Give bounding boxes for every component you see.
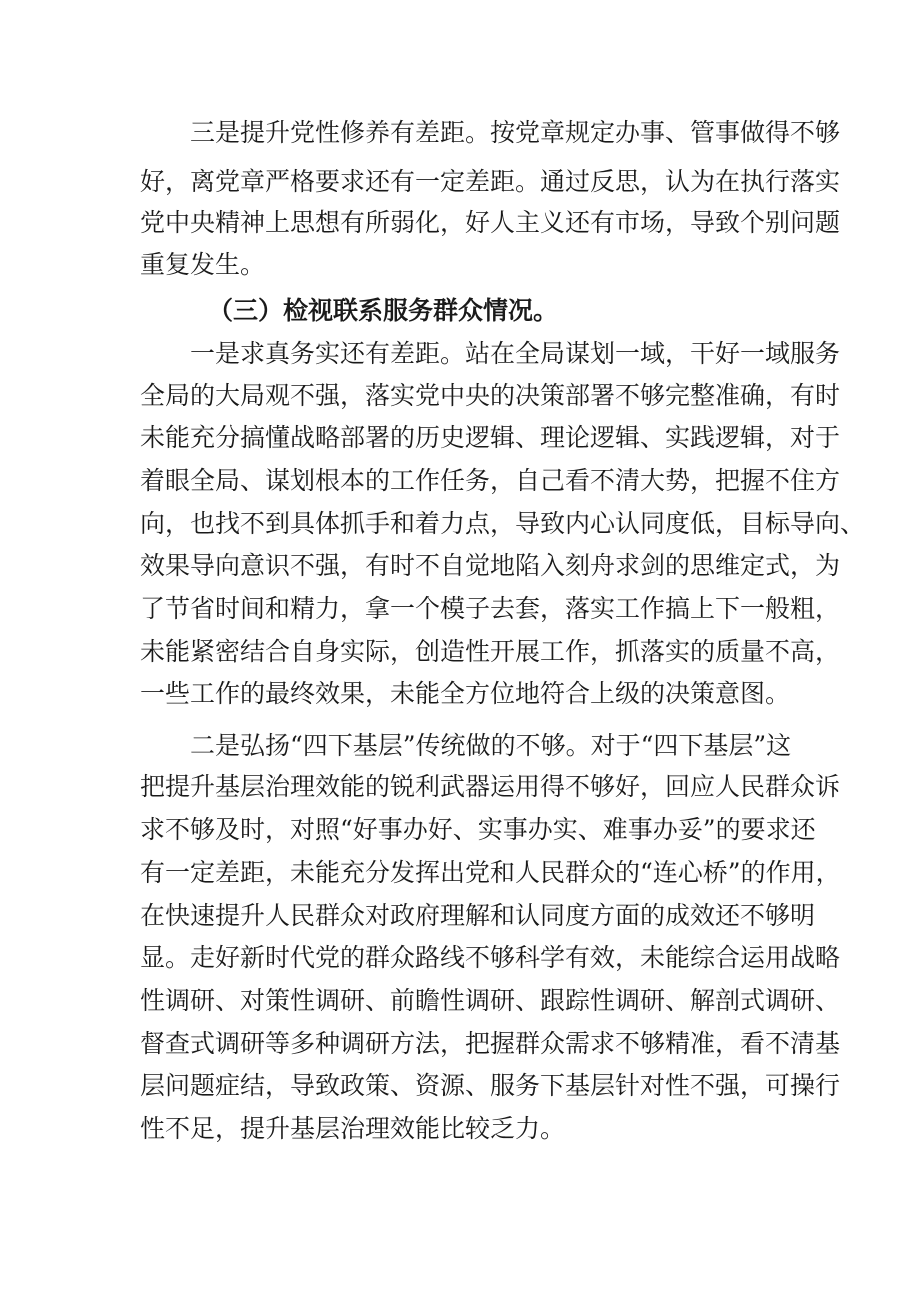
- paragraph-1-line: 重复发生。: [140, 250, 266, 279]
- paragraph-3-line: 层问题症结，导致政策、资源、服务下基层针对性不强，可操行: [140, 1071, 841, 1100]
- section-heading: （三）检视联系服务群众情况。: [208, 296, 559, 325]
- paragraph-3-line: 督查式调研等多种调研方法，把握群众需求不够精准，看不清基: [140, 1029, 841, 1058]
- paragraph-3-line: 有一定差距，未能充分发挥出党和人民群众的“连心桥”的作用，: [140, 858, 841, 887]
- paragraph-2-line: 效果导向意识不强，有时不自觉地陷入刻舟求剑的思维定式，为: [140, 551, 841, 580]
- paragraph-2-line: 着眼全局、谋划根本的工作任务，自己看不清大势，把握不住方: [140, 466, 841, 495]
- paragraph-3-line: 二是弘扬“四下基层”传统做的不够。对于“四下基层”这: [190, 731, 792, 760]
- paragraph-2-line: 一是求真务实还有差距。站在全局谋划一域，干好一域服务: [190, 339, 841, 368]
- paragraph-3-line: 性调研、对策性调研、前瞻性调研、跟踪性调研、解剖式调研、: [140, 986, 841, 1015]
- paragraph-3-line: 把提升基层治理效能的锐利武器运用得不够好，回应人民群众诉: [140, 772, 841, 801]
- paragraph-1-line: 三是提升党性修养有差距。按党章规定办事、管事做得不够: [190, 118, 841, 147]
- paragraph-1-line: 好，离党章严格要求还有一定差距。通过反思，认为在执行落实: [140, 167, 841, 196]
- paragraph-2-line: 未能紧密结合自身实际，创造性开展工作，抓落实的质量不高，: [140, 637, 841, 666]
- paragraph-1-line: 党中央精神上思想有所弱化，好人主义还有市场，导致个别问题: [140, 208, 841, 237]
- paragraph-2-line: 向，也找不到具体抓手和着力点，导致内心认同度低，目标导向、: [140, 509, 866, 538]
- paragraph-2-line: 了节省时间和精力，拿一个模子去套，落实工作搞上下一般粗，: [140, 594, 841, 623]
- paragraph-2-line: 一些工作的最终效果，未能全方位地符合上级的决策意图。: [140, 679, 791, 708]
- paragraph-2-line: 未能充分搞懂战略部署的历史逻辑、理论逻辑、实践逻辑，对于: [140, 423, 841, 452]
- paragraph-3-line: 显。走好新时代党的群众路线不够科学有效，未能综合运用战略: [140, 943, 841, 972]
- paragraph-3-line: 求不够及时，对照“好事办好、实事办实、难事办妥”的要求还: [140, 815, 816, 844]
- paragraph-3-line: 性不足，提升基层治理效能比较乏力。: [140, 1114, 566, 1143]
- paragraph-3-line: 在快速提升人民群众对政府理解和认同度方面的成效还不够明: [140, 901, 816, 930]
- paragraph-2-line: 全局的大局观不强，落实党中央的决策部署不够完整准确，有时: [140, 381, 841, 410]
